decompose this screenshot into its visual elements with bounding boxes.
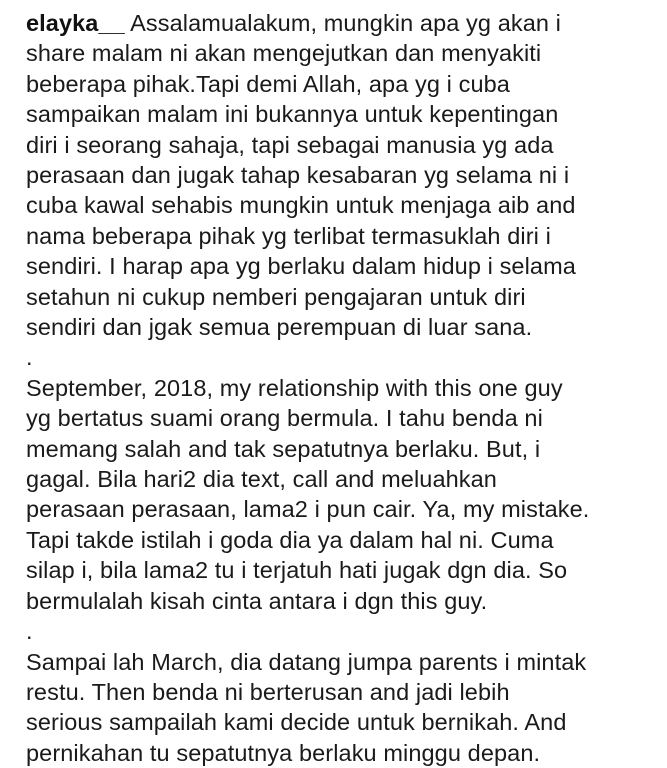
caption-line: nama beberapa pihak yg terlibat termasuklah diri i (26, 221, 656, 251)
caption-line: perasaan perasaan, lama2 i pun cair. Ya, my mistake. (26, 494, 656, 524)
caption-first-line-text: Assalamualakum, mungkin apa yg akan i (125, 10, 561, 36)
caption-line: beberapa pihak.Tapi demi Allah, apa yg i cuba (26, 69, 656, 99)
caption-paragraph-3 (26, 647, 656, 768)
caption-line: sendiri. I harap apa yg berlaku dalam hidup i selama (26, 251, 656, 281)
caption-line: setahun ni cukup nemberi pengajaran untuk diri (26, 282, 656, 312)
caption-line: Sampai lah March, dia datang jumpa parents i mintak (26, 647, 656, 677)
caption-line: sendiri dan jgak semua perempuan di luar sana. (26, 312, 656, 342)
caption-line: bermulalah kisah cinta antara i dgn this guy. (26, 586, 656, 616)
caption-line: cuba kawal sehabis mungkin untuk menjaga aib and (26, 190, 656, 220)
caption-line: memang salah and tak sepatutnya berlaku. But, i (26, 434, 656, 464)
caption-line: yg bertatus suami orang bermula. I tahu benda ni (26, 403, 656, 433)
caption-line: September, 2018, my relationship with this one guy (26, 373, 656, 403)
caption-line: sampaikan malam ini bukannya untuk kepentingan (26, 99, 656, 129)
caption-line: restu. Then benda ni berterusan and jadi lebih (26, 677, 656, 707)
paragraph-separator: . (26, 616, 656, 646)
post-caption (26, 8, 656, 768)
caption-line: perasaan dan jugak tahap kesabaran yg selama ni i (26, 160, 656, 190)
caption-line: serious sampailah kami decide untuk bernikah. And (26, 707, 656, 737)
caption-line: share malam ni akan mengejutkan dan menyakiti (26, 38, 656, 68)
caption-line: gagal. Bila hari2 dia text, call and meluahkan (26, 464, 656, 494)
username-link[interactable]: elayka__ (26, 10, 125, 36)
caption-line: diri i seorang sahaja, tapi sebagai manusia yg ada (26, 130, 656, 160)
caption-paragraph-1 (26, 8, 656, 342)
caption-line: Tapi takde istilah i goda dia ya dalam hal ni. Cuma (26, 525, 656, 555)
caption-first-line (26, 8, 656, 38)
caption-line: pernikahan tu sepatutnya berlaku minggu depan. (26, 738, 656, 768)
caption-paragraph-2 (26, 373, 656, 616)
paragraph-separator: . (26, 342, 656, 372)
caption-line: silap i, bila lama2 tu i terjatuh hati jugak dgn dia. So (26, 555, 656, 585)
